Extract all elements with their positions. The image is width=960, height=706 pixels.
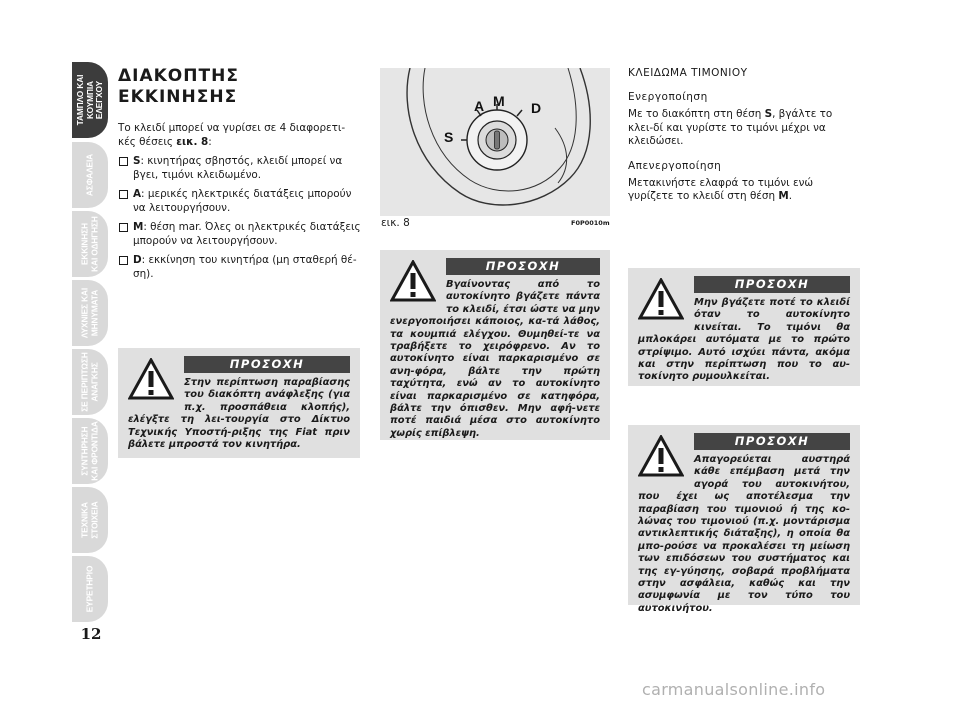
list-item <box>118 188 362 215</box>
position-text: : εκκίνηση του κινητήρα (μη σταθερή θέ-ση). <box>133 254 357 280</box>
intro-paragraph <box>118 122 362 149</box>
warning-text: Βγαίνοντας από το αυτοκίνητο βγάζετε πάντα το κλειδί, έτσι ώστε να μην ενεργοποιήσει κάποιος, κα-τά λάθος, τα κουμπιά ελέγχου. Θυμηθεί-τε να τραβήξετε το χειρόφρενο. Αν το αυτοκίνητο είναι παρκαρισμένο σε ανη-φόρα, βάλτε την πρώτη ταχύτητα, ενώ αν το αυτοκίνητο είναι παρκαρισμένο σε κατηφόρα, βάλτε την όπισθεν. Μην αφή-νετε ποτέ παιδιά μέσα στο αυτοκίνητο χωρίς επίβλεψη. <box>390 279 600 439</box>
section-tabs <box>72 62 108 622</box>
tab-emergency[interactable] <box>72 349 108 415</box>
tab-safety[interactable] <box>72 142 108 208</box>
ignition-switch-illustration <box>380 68 610 216</box>
tab-starting-driving[interactable] <box>72 211 108 277</box>
checkbox-bullet-icon <box>119 157 128 166</box>
position-text: : θέση mar. Όλες οι ηλεκτρικές διατάξεις μπορούν να λειτουργήσουν. <box>133 221 361 247</box>
page-number: 12 <box>80 625 102 643</box>
position-key: A <box>133 188 142 200</box>
warning-box-key-removal <box>628 268 860 386</box>
position-label-s: S <box>444 129 454 145</box>
ignition-switch-figure <box>380 68 610 216</box>
deactivation-title: Απενεργοποίηση <box>628 159 722 172</box>
tab-index[interactable] <box>72 556 108 622</box>
figure-reference: εικ. 8 <box>176 135 209 148</box>
warning-header: ΠΡΟΣΟΧΗ <box>694 433 850 450</box>
activation-title: Ενεργοποίηση <box>628 91 708 103</box>
list-item <box>118 155 362 182</box>
warning-header: ΠΡΟΣΟΧΗ <box>184 356 350 373</box>
position-text: : κινητήρας σβηστός, κλειδί μπορεί να βγει, τιμόνι κλειδωμένο. <box>133 155 343 181</box>
position-key: M <box>133 221 144 233</box>
watermark: carmanualsonline.info <box>642 680 826 699</box>
activation-text-part: Με το διακόπτη στη θέση <box>628 108 765 120</box>
warning-box-leaving-car <box>380 250 610 440</box>
warning-box-tampering <box>118 348 360 458</box>
figure-code: F0P0010m <box>571 219 610 227</box>
tab-label: ΣΥΝΤΗΡΗΣΗ ΚΑΙ ΦΡΟΝΤΙΔΑ <box>79 421 99 481</box>
tab-maintenance[interactable] <box>72 418 108 484</box>
position-text: : μερικές ηλεκτρικές διατάξεις μπορούν να λειτουργήσουν. <box>133 188 352 214</box>
tab-label: ΕΚΚΙΝΗΣΗ ΚΑΙ ΟΔΗΓΗΣΗ <box>79 216 99 272</box>
list-item <box>118 254 362 281</box>
warning-text: Στην περίπτωση παραβίασης του διακόπτη ανάφλεξης (για π.χ. προσπάθεια κλοπής), ελέγξτε τη λει-τουργία στο Δίκτυο Τεχνικής Υποστή-ριξης της Fiat πριν βάλετε μπροστά τον κινητήρα. <box>128 377 350 451</box>
tab-label: ΕΥΡΕΤΗΡΙΟ <box>84 565 95 613</box>
warning-triangle-icon <box>638 278 684 320</box>
ignition-switch-section <box>118 66 362 287</box>
tab-dashboard-controls[interactable] <box>72 62 108 138</box>
tab-warning-lights[interactable] <box>72 280 108 346</box>
checkbox-bullet-icon <box>119 256 128 265</box>
steering-lock-title: ΚΛΕΙΔΩΜΑ ΤΙΜΟΝΙΟΥ <box>628 67 748 79</box>
checkbox-bullet-icon <box>119 223 128 232</box>
activation-key: S <box>764 108 773 120</box>
tab-label: ΑΣΦΑΛΕΙΑ <box>84 153 95 197</box>
warning-box-tampering-steering <box>628 425 860 614</box>
position-label-a: A <box>474 98 485 114</box>
activation-text <box>628 108 860 149</box>
intro-text: Το κλειδί μπορεί να γυρίσει σε 4 διαφορετι-κές θέσεις <box>118 122 346 148</box>
warning-text: Μην βγάζετε ποτέ το κλειδί όταν το αυτοκίνητο κινείται. Το τιμόνι θα μπλοκάρει αυτόματα με το πρώτο στρίψιμο. Αυτό ισχύει πάντα, ακόμα και στην περίπτωση που το αυ-τοκίνητο ρυμουλκείται. <box>638 297 850 383</box>
checkbox-bullet-icon <box>119 190 128 199</box>
tab-technical-data[interactable] <box>72 487 108 553</box>
position-label-d: D <box>531 100 542 116</box>
intro-end: : <box>208 135 212 148</box>
position-key: D <box>133 254 142 266</box>
activation-text-part: , βγάλτε το κλει-δί και γυρίστε το τιμόνι μέχρι να κλειδώσει. <box>628 108 833 147</box>
deactivation-text <box>628 177 860 204</box>
deactivation-text-part: Μετακινήστε ελαφρά το τιμόνι ενώ γυρίζετε το κλειδί στη θέση <box>628 176 814 202</box>
list-item <box>118 221 362 248</box>
steering-lock-section <box>628 67 860 215</box>
position-label-m: M <box>493 93 505 109</box>
deactivation-key: M <box>778 190 789 202</box>
figure-caption: εικ. 8 <box>381 217 410 229</box>
section-title: ΔΙΑΚΟΠΤΗΣ ΕΚΚΙΝΗΣΗΣ <box>118 66 239 107</box>
warning-header: ΠΡΟΣΟΧΗ <box>446 258 600 275</box>
key-positions-list <box>118 155 362 281</box>
tab-label: ΣΕ ΠΕΡΙΠΤΩΣΗ ΑΝΑΓΚΗΣ <box>79 352 99 412</box>
position-key: S <box>133 155 141 167</box>
warning-header: ΠΡΟΣΟΧΗ <box>694 276 850 293</box>
warning-text: Απαγορεύεται αυστηρά κάθε επέμβαση μετά την αγορά του αυτοκινήτου, που έχει ως αποτέλεσμα την παραβίαση του τιμονιού ή της κο-λώνας του τιμονιού (π.χ. μοντάρισμα αντικλεπτικής διάταξης), η οποία θα μπο-ρούσε να προκαλέσει τη μείωση των επιδόσεων του συστήματος και της εγ-γύησης, σοβαρά προβλήματα στην ασφάλεια, καθώς και την ασυμφωνία με τον τύπο του αυτοκινήτου. <box>638 454 850 614</box>
warning-triangle-icon <box>638 435 684 477</box>
warning-triangle-icon <box>390 260 436 302</box>
warning-triangle-icon <box>128 358 174 400</box>
tab-label: ΤΕΧΝΙΚΑ ΣΤΟΙΧΕΙΑ <box>79 501 99 539</box>
deactivation-text-part: . <box>788 190 793 202</box>
tab-label: ΛΥΧΝΙΕΣ ΚΑΙ ΜΗΝΥΜΑΤΑ <box>79 287 99 339</box>
tab-label: ΤΑΜΠΛΟ ΚΑΙ ΚΟΥΜΠΙΑ ΕΛΕΓΧΟΥ <box>74 74 104 126</box>
